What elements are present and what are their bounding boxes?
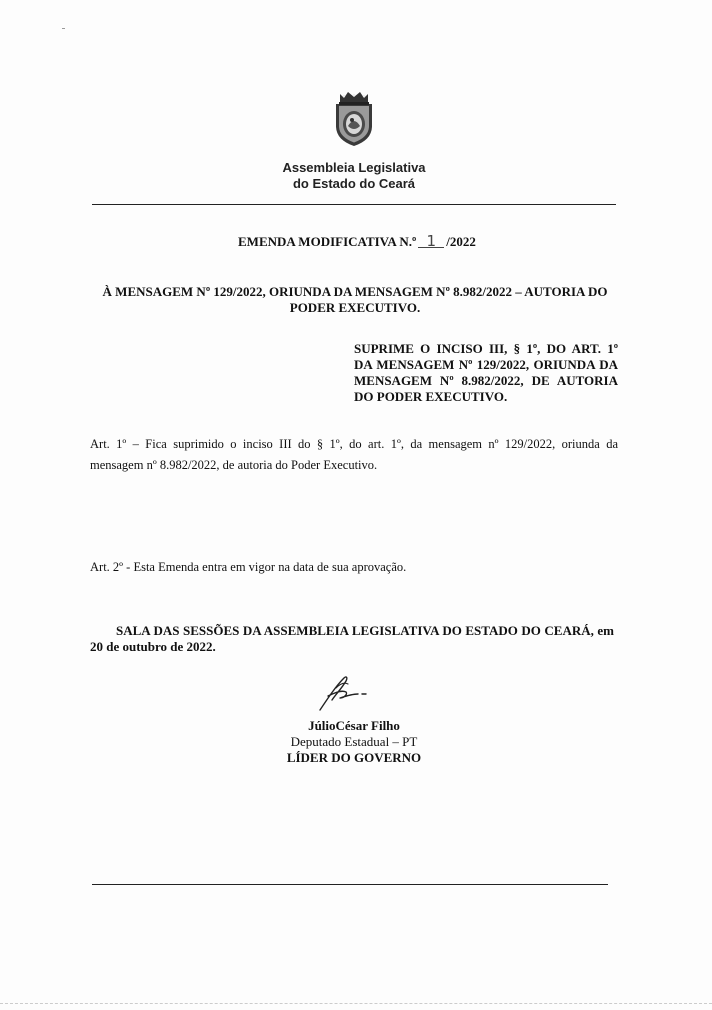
amendment-title-prefix: EMENDA MODIFICATIVA N.º — [238, 234, 417, 249]
org-name-line2: do Estado do Ceará — [292, 176, 416, 191]
subject-line2: PODER EXECUTIVO. — [289, 300, 421, 315]
closing-line1: SALA DAS SESSÕES DA ASSEMBLEIA LEGISLATIVA DO ESTADO DO CEARÁ, em — [116, 623, 614, 638]
signer-role: Deputado Estadual – PT — [290, 734, 418, 749]
summary-line2: DA MENSAGEM Nº 129/2022, ORIUNDA DA — [354, 357, 618, 372]
subject-line1: À MENSAGEM Nº 129/2022, ORIUNDA DA MENSAGEM Nº 8.982/2022 – AUTORIA DO — [102, 284, 608, 299]
summary-line1: SUPRIME O INCISO III, § 1º, DO ART. 1º — [354, 341, 618, 356]
org-name-line1: Assembleia Legislativa — [282, 160, 426, 175]
summary-line4: DO PODER EXECUTIVO. — [354, 389, 508, 404]
header-divider — [92, 204, 616, 205]
footer-divider — [92, 884, 608, 885]
article-1 — [90, 434, 618, 476]
closing-statement — [90, 623, 614, 655]
amendment-subject — [90, 284, 620, 316]
article-1-line2: mensagem nº 8.982/2022, de autoria do Poder Executivo. — [90, 458, 378, 472]
amendment-summary — [354, 341, 618, 405]
scan-speck — [62, 28, 65, 29]
signer-leadership: LÍDER DO GOVERNO — [286, 750, 422, 765]
summary-line3: MENSAGEM Nº 8.982/2022, DE AUTORIA — [354, 373, 618, 388]
ceara-coat-of-arms-icon — [330, 88, 378, 148]
signer-name: JúlioCésar Filho — [308, 718, 400, 733]
amendment-title-suffix: /2022 — [446, 234, 476, 249]
amendment-title — [238, 234, 476, 250]
article-1-line1: Art. 1º – Fica suprimido o inciso III do § 1º, do art. 1º, da mensagem nº 129/2022, oriunda da — [90, 437, 618, 451]
amendment-number: 1 — [418, 235, 444, 248]
article-2: Art. 2º - Esta Emenda entra em vigor na data de sua aprovação. — [90, 560, 407, 574]
page-bottom-edge — [0, 1003, 712, 1004]
handwritten-signature-icon — [306, 672, 382, 712]
closing-date: 20 de outubro de 2022. — [90, 639, 216, 654]
